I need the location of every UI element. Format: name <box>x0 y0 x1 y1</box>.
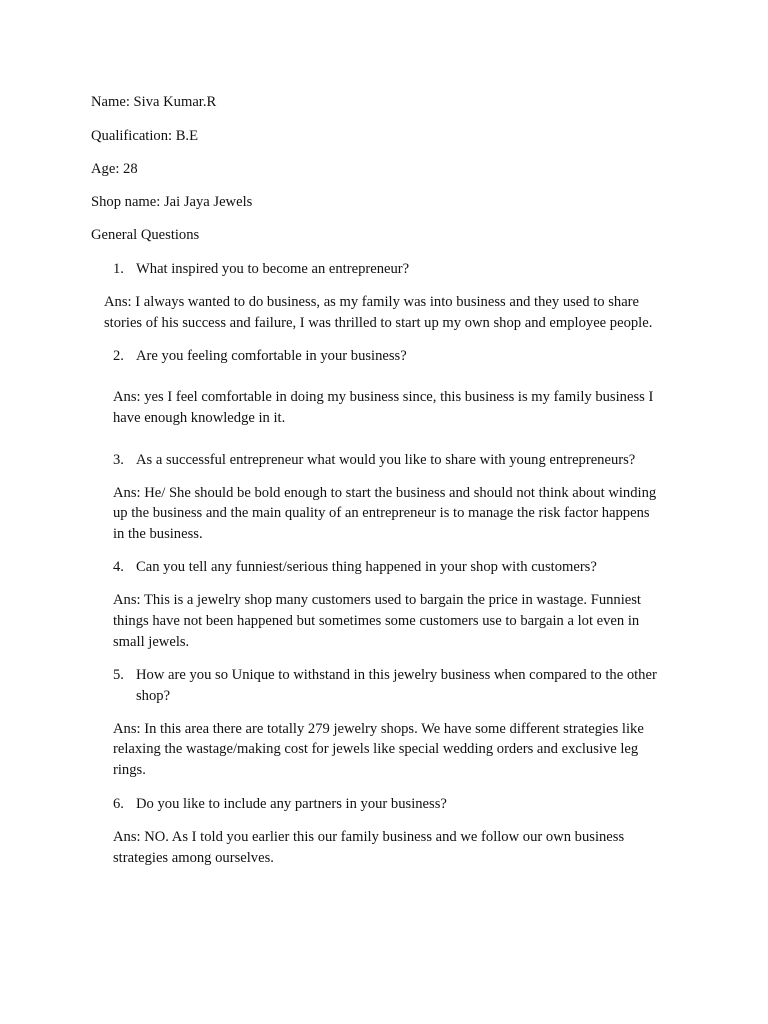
answer-line: rings. <box>113 762 146 778</box>
question-number: 1. <box>113 261 124 277</box>
question-text: Can you tell any funniest/serious thing happened in your shop with customers? <box>136 559 597 575</box>
answer-line: have enough knowledge in it. <box>113 410 286 426</box>
question-text: How are you so Unique to withstand in this jewelry business when compared to the other <box>136 667 657 683</box>
question-text: Are you feeling comfortable in your business? <box>136 348 407 364</box>
section-title: General Questions <box>91 227 200 243</box>
answer-line: Ans: He/ She should be bold enough to start the business and should not think about winding <box>113 485 657 501</box>
answer-line: Ans: yes I feel comfortable in doing my business since, this business is my family business I <box>113 389 654 405</box>
question-text: As a successful entrepreneur what would you like to share with young entrepreneurs? <box>136 452 636 468</box>
answer-line: strategies among ourselves. <box>113 850 274 866</box>
answer-line: Ans: I always wanted to do business, as my family was into business and they used to share <box>104 294 640 310</box>
answer-line: stories of his success and failure, I was thrilled to start up my own shop and employee people. <box>104 315 653 331</box>
profile-qualification: Qualification: B.E <box>91 128 198 144</box>
answer-line: up the business and the main quality of an entrepreneur is to manage the risk factor happens <box>113 505 650 521</box>
answer-line: Ans: NO. As I told you earlier this our family business and we follow our own business <box>113 829 625 845</box>
question-number: 2. <box>113 348 124 364</box>
question-text: Do you like to include any partners in your business? <box>136 796 447 812</box>
question-text: What inspired you to become an entrepreneur? <box>136 261 410 277</box>
profile-shop-name: Shop name: Jai Jaya Jewels <box>91 194 253 210</box>
answer-line: things have not been happened but sometimes some customers use to bargain a lot even in <box>113 613 640 629</box>
profile-name: Name: Siva Kumar.R <box>91 94 217 110</box>
answer-line: small jewels. <box>113 634 190 650</box>
question-number: 6. <box>113 796 124 812</box>
question-number: 4. <box>113 559 124 575</box>
profile-age: Age: 28 <box>91 161 138 177</box>
answer-line: in the business. <box>113 526 203 542</box>
question-text: shop? <box>136 688 171 704</box>
question-number: 3. <box>113 452 124 468</box>
answer-line: Ans: In this area there are totally 279 jewelry shops. We have some different strategies like <box>113 721 644 737</box>
answer-line: relaxing the wastage/making cost for jewels like special wedding orders and exclusive leg <box>113 741 639 757</box>
answer-line: Ans: This is a jewelry shop many customers used to bargain the price in wastage. Funniest <box>113 592 641 608</box>
question-number: 5. <box>113 667 124 683</box>
